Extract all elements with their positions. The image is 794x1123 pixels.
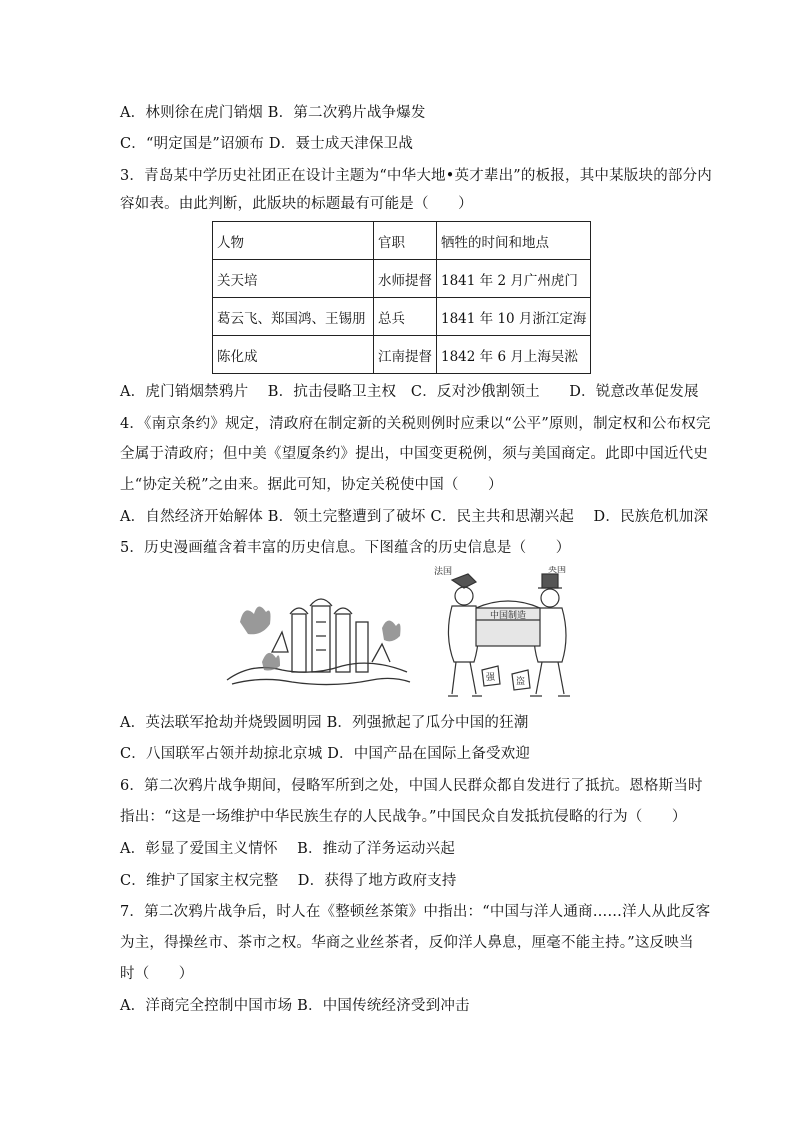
- ruins-illustration: [222, 592, 412, 692]
- q3-stem-line2: 容如表。由此判断，此版块的标题最有可能是（ ）: [120, 196, 473, 212]
- q7-stem-line1: 7．第二次鸦片战争后，时人在《整顿丝茶策》中指出：“中国与洋人通商……洋人从此反客: [120, 904, 711, 920]
- q2-options-cd: C．“明定国是”诏颁布 D．聂士成天津保卫战: [120, 136, 414, 152]
- table-cell: 陈化成: [213, 336, 374, 374]
- table-cell: 总兵: [374, 298, 437, 336]
- q3-options: A．虎门销烟禁鸦片 B．抗击侵略卫主权 C．反对沙俄割领土 D．锐意改革促发展: [120, 384, 699, 400]
- table-header-cell: 牺牲的时间和地点: [437, 222, 591, 260]
- robbers-cartoon: [430, 566, 585, 702]
- q3-stem-line1: 3．青岛某中学历史社团正在设计主题为“中华大地•英才辈出”的板报，其中某版块的部分内: [120, 168, 713, 184]
- table-row: [213, 260, 591, 298]
- q6-stem-line2: 指出：“这是一场维护中华民族生存的人民战争。”中国民众自发抵抗侵略的行为（ ）: [120, 809, 687, 825]
- q4-stem-line1: 4．《南京条约》规定，清政府在制定新的关税则例时应秉以“公平”原则，制定权和公布权完: [120, 416, 711, 432]
- q2-options-ab: A．林则徐在虎门销烟 B．第二次鸦片战争爆发: [120, 105, 426, 121]
- q4-stem-line2: 全属于清政府；但中美《望厦条约》提出，中国变更税例，须与美国商定。此即中国近代史: [120, 446, 708, 462]
- q7-stem-line3: 时（ ）: [120, 966, 194, 982]
- tag-right: 盗: [516, 677, 526, 687]
- table-cell: 江南提督: [374, 336, 437, 374]
- table-cell: 1841 年 10 月浙江定海: [437, 298, 591, 336]
- q4-stem-line3: 上“协定关税”之由来。据此可知，协定关税使中国（ ）: [120, 477, 503, 493]
- table-cell: 水师提督: [374, 260, 437, 298]
- table-cell: 关天培: [213, 260, 374, 298]
- chest-label: 中国制造: [490, 611, 527, 621]
- q6-stem-line1: 6．第二次鸦片战争期间，侵略军所到之处，中国人民群众都自发进行了抵抗。恩格斯当时: [120, 778, 703, 794]
- table-header-cell: 人物: [213, 222, 374, 260]
- table-header-cell: 官职: [374, 222, 437, 260]
- q7-options-ab: A．洋商完全控制中国市场 B．中国传统经济受到冲击: [120, 998, 470, 1014]
- table-row: [213, 298, 591, 336]
- table-row: [213, 336, 591, 374]
- q5-options-cd: C．八国联军占领并劫掠北京城 D．中国产品在国际上备受欢迎: [120, 746, 531, 762]
- table-cell: 1842 年 6 月上海吴淞: [437, 336, 591, 374]
- q5-stem: 5．历史漫画蕴含着丰富的历史信息。下图蕴含的历史信息是（ ）: [120, 540, 571, 556]
- q4-options: A．自然经济开始解体 B．领土完整遭到了破坏 C．民主共和思潮兴起 D．民族危机加深: [120, 509, 709, 525]
- q5-options-ab: A．英法联军抢劫并烧毁圆明园 B．列强掀起了瓜分中国的狂潮: [120, 715, 529, 731]
- table-header-row: [213, 222, 591, 260]
- q6-options-cd: C．维护了国家主权完整 D．获得了地方政府支持: [120, 873, 457, 889]
- label-france: 法国: [434, 567, 453, 577]
- tag-left: 强: [486, 673, 496, 683]
- q6-options-ab: A．彰显了爱国主义情怀 B．推动了洋务运动兴起: [120, 841, 456, 857]
- table-cell: 葛云飞、郑国鸿、王锡朋: [213, 298, 374, 336]
- table-cell: 1841 年 2 月广州虎门: [437, 260, 591, 298]
- label-britain: 英国: [548, 566, 567, 575]
- q3-table: [212, 221, 591, 374]
- q7-stem-line2: 为主，得操丝市、茶市之权。华商之业丝茶者，反仰洋人鼻息，厘毫不能主持。”这反映当: [120, 935, 694, 951]
